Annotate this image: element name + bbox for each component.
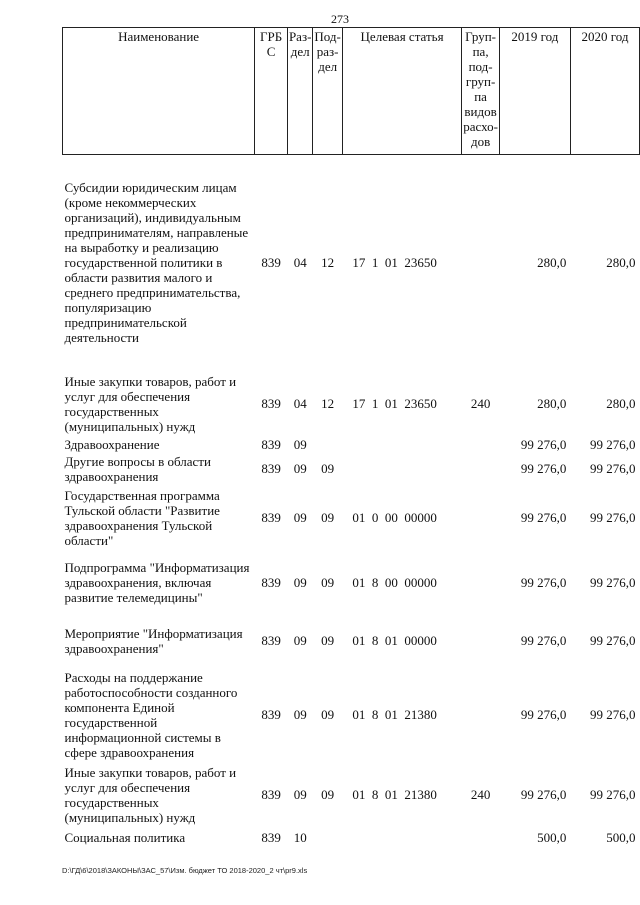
row-target-article: 17 1 01 23650 [352, 396, 437, 411]
row-expense-group: 240 [470, 396, 491, 411]
row-amount-2020: 99 276,0 [590, 787, 636, 802]
row-amount-2019: 99 276,0 [520, 787, 567, 802]
row-expense-group [462, 667, 500, 763]
row-podrazdel: 09 [321, 575, 335, 590]
row-amount-2019: 99 276,0 [520, 510, 567, 525]
row-name: Подпрограмма "Информатизация здравоохранения, включая развитие телемедицины" [64, 560, 250, 605]
row-podrazdel: 09 [321, 707, 335, 722]
row-name: Мероприятие "Информатизация здравоохранения" [64, 625, 243, 656]
row-amount-2020: 280,0 [606, 396, 636, 411]
table-row [63, 485, 640, 551]
row-amount-2020: 99 276,0 [590, 707, 636, 722]
row-expense-group: 240 [470, 787, 491, 802]
row-grbs: 839 [261, 461, 281, 476]
row-podrazdel: 09 [321, 633, 335, 648]
row-razdel: 04 [293, 255, 307, 271]
row-grbs: 839 [261, 787, 281, 802]
row-razdel: 09 [293, 707, 307, 722]
table-row [63, 551, 640, 615]
row-amount-2020: 99 276,0 [590, 437, 636, 452]
row-name: Иные закупки товаров, работ и услуг для обеспечения государственных (муниципальных) нужд [64, 764, 237, 825]
row-amount-2020: 99 276,0 [590, 461, 636, 476]
row-target-article: 01 8 01 00000 [352, 633, 437, 648]
row-grbs: 839 [261, 255, 281, 271]
header-podrazdel: Под- раз- дел [313, 28, 342, 155]
row-amount-2020: 99 276,0 [590, 633, 636, 648]
row-amount-2019: 99 276,0 [520, 437, 567, 452]
row-grbs: 839 [261, 437, 281, 452]
row-podrazdel [313, 827, 342, 849]
row-amount-2020: 280,0 [606, 255, 636, 271]
row-name: Расходы на поддержание работоспособности созданного компонента Единой государственной информационной системы в сфере здравоохранения [64, 669, 238, 760]
file-path-footer: D:\ГД\6\2018\ЗАКОНЫ\ЗАС_57\Изм. бюджет ТО 2018-2020_2 чт\pr9.xls [62, 866, 308, 875]
row-grbs: 839 [261, 633, 281, 648]
table-row [63, 827, 640, 849]
row-grbs: 839 [261, 830, 281, 845]
row-amount-2019: 99 276,0 [520, 707, 567, 722]
row-amount-2019: 99 276,0 [520, 461, 567, 476]
row-razdel: 10 [293, 830, 307, 845]
row-grbs: 839 [261, 510, 281, 525]
row-expense-group [462, 155, 500, 371]
header-year-2019: 2019 год [499, 28, 570, 155]
row-amount-2019: 280,0 [537, 255, 567, 271]
table-header-row [63, 28, 640, 155]
row-target-article [342, 453, 461, 485]
row-amount-2019: 99 276,0 [520, 575, 567, 590]
row-amount-2020: 500,0 [606, 830, 636, 845]
row-expense-group [462, 453, 500, 485]
row-razdel: 09 [293, 510, 307, 525]
row-expense-group [462, 551, 500, 615]
header-year-2020: 2020 год [570, 28, 639, 155]
row-name: Субсидии юридическим лицам (кроме некоммерческих организаций), индивидуальным предпринимателям, направленые на выработку и реализацию государственной политики в области развития малого и среднего предпринимательства, популяризацию предпринимательской деятельности [64, 180, 249, 346]
row-podrazdel: 12 [321, 255, 335, 271]
row-target-article: 01 0 00 00000 [352, 510, 437, 525]
page-number: 273 [331, 12, 349, 26]
table-row [63, 437, 640, 453]
row-name: Здравоохранение [64, 437, 160, 452]
table-row [63, 453, 640, 485]
row-name: Другие вопросы в области здравоохранения [64, 453, 211, 484]
row-name: Иные закупки товаров, работ и услуг для обеспечения государственных (муниципальных) нужд [64, 373, 237, 434]
row-grbs: 839 [261, 575, 281, 590]
header-target-article: Целевая статья [342, 28, 461, 155]
header-razdel: Раз- дел [287, 28, 312, 155]
row-amount-2020: 99 276,0 [590, 510, 636, 525]
row-amount-2020: 99 276,0 [590, 575, 636, 590]
table-row [63, 155, 640, 371]
row-name: Социальная политика [64, 830, 186, 845]
row-amount-2019: 99 276,0 [520, 633, 567, 648]
row-amount-2019: 500,0 [537, 830, 567, 845]
row-target-article: 01 8 00 00000 [352, 575, 437, 590]
row-target-article: 01 8 01 21380 [352, 787, 437, 802]
row-razdel: 09 [293, 461, 307, 476]
row-grbs: 839 [261, 707, 281, 722]
row-podrazdel: 09 [321, 787, 335, 802]
budget-table [62, 27, 640, 849]
row-expense-group [462, 615, 500, 667]
row-target-article [342, 437, 461, 453]
table-row [63, 615, 640, 667]
row-amount-2019: 280,0 [537, 396, 567, 411]
table-row [63, 667, 640, 763]
row-expense-group [462, 437, 500, 453]
row-razdel: 09 [293, 787, 307, 802]
row-target-article: 17 1 01 23650 [352, 255, 437, 271]
header-expense-group: Груп- па, под- груп- па видов расхо- дов [462, 28, 500, 155]
row-podrazdel: 12 [321, 396, 335, 411]
row-grbs: 839 [261, 396, 281, 411]
header-name: Наименование [63, 28, 255, 155]
row-target-article [342, 827, 461, 849]
row-name: Государственная программа Тульской области "Развитие здравоохранения Тульской области" [64, 487, 220, 548]
row-expense-group [462, 827, 500, 849]
row-podrazdel [313, 437, 342, 453]
row-target-article: 01 8 01 21380 [352, 707, 437, 722]
table-row [63, 371, 640, 437]
row-podrazdel: 09 [321, 510, 335, 525]
row-podrazdel: 09 [321, 461, 335, 476]
header-grbs: ГРБ С [255, 28, 288, 155]
row-razdel: 04 [293, 396, 307, 411]
row-expense-group [462, 485, 500, 551]
row-razdel: 09 [293, 633, 307, 648]
row-razdel: 09 [293, 437, 307, 452]
row-razdel: 09 [293, 575, 307, 590]
table-row [63, 763, 640, 827]
